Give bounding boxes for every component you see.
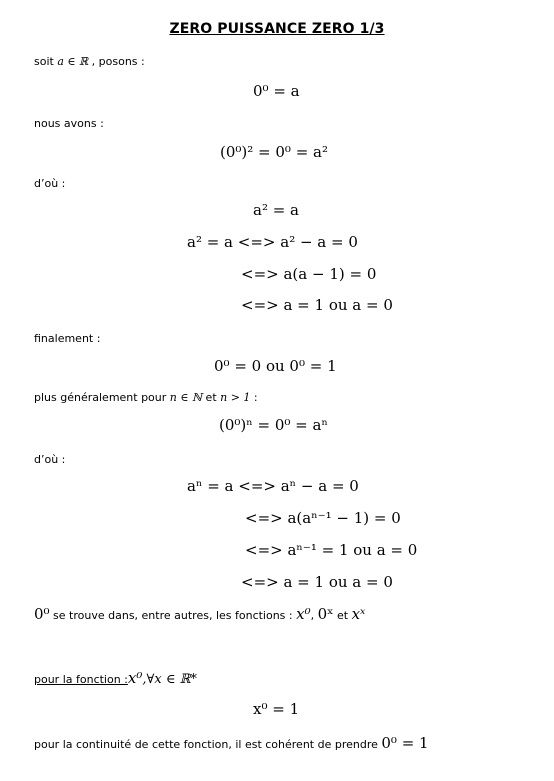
- text-se-trouve: se trouve dans, entre autres, les fonctions :: [49, 609, 297, 622]
- equation-7: 0⁰ = 0 ou 0⁰ = 1: [214, 357, 337, 375]
- inline-x0-fn: x⁰: [127, 669, 143, 687]
- equation-13: x⁰ = 1: [253, 700, 300, 718]
- inline-zero-pow-zero: 0⁰: [34, 605, 50, 623]
- text-soit: soit: [34, 55, 58, 68]
- text-finalement: finalement :: [34, 332, 101, 345]
- text-colon: :: [250, 391, 258, 404]
- inline-final: 0⁰ = 1: [381, 734, 429, 752]
- text-posons: , posons :: [88, 55, 145, 68]
- math-a-in-R: a ∈ ℝ: [57, 55, 89, 68]
- text-dou-1: d’où :: [34, 177, 66, 190]
- text-line-soit: [34, 55, 145, 68]
- math-n-gt-1: n > 1: [220, 391, 251, 404]
- equation-11: <=> aⁿ⁻¹ = 1 ou a = 0: [245, 541, 418, 559]
- equation-4: a² = a <=> a² − a = 0: [187, 233, 358, 251]
- text-line-se-trouve: [34, 604, 365, 623]
- equation-9: aⁿ = a <=> aⁿ − a = 0: [187, 477, 359, 495]
- equation-12: <=> a = 1 ou a = 0: [241, 573, 393, 591]
- equation-2: (0⁰)² = 0⁰ = a²: [220, 143, 328, 161]
- math-forall-x-in-R-star: ,∀x ∈ ℝ*: [142, 672, 197, 687]
- text-et: et: [202, 391, 221, 404]
- equation-10: <=> a(aⁿ⁻¹ − 1) = 0: [245, 509, 401, 527]
- text-sep-1: ,: [310, 609, 318, 622]
- inline-x-x: xˣ: [351, 605, 366, 623]
- text-continuite: pour la continuité de cette fonction, il est cohérent de prendre: [34, 738, 382, 751]
- math-n-in-N: n ∈ ℕ: [169, 391, 203, 404]
- text-plus-generalement: plus généralement pour: [34, 391, 170, 404]
- inline-x0: x⁰: [296, 605, 311, 623]
- equation-8: (0⁰)ⁿ = 0⁰ = aⁿ: [219, 416, 328, 434]
- text-nous-avons: nous avons :: [34, 117, 104, 130]
- text-dou-2: d’où :: [34, 453, 66, 466]
- text-line-pour-la-fonction: [34, 668, 197, 687]
- text-line-continuite: [34, 733, 429, 752]
- equation-3: a² = a: [253, 201, 300, 219]
- equation-5: <=> a(a − 1) = 0: [241, 265, 377, 283]
- text-line-plus-generalement: [34, 391, 258, 404]
- inline-zero-x: 0ˣ: [317, 605, 334, 623]
- equation-1: 0⁰ = a: [253, 82, 300, 100]
- page-title: ZERO PUISSANCE ZERO 1/3: [169, 21, 385, 37]
- text-pour-la-fonction: pour la fonction :: [34, 673, 128, 686]
- equation-6: <=> a = 1 ou a = 0: [241, 296, 393, 314]
- text-sep-2: et: [333, 609, 352, 622]
